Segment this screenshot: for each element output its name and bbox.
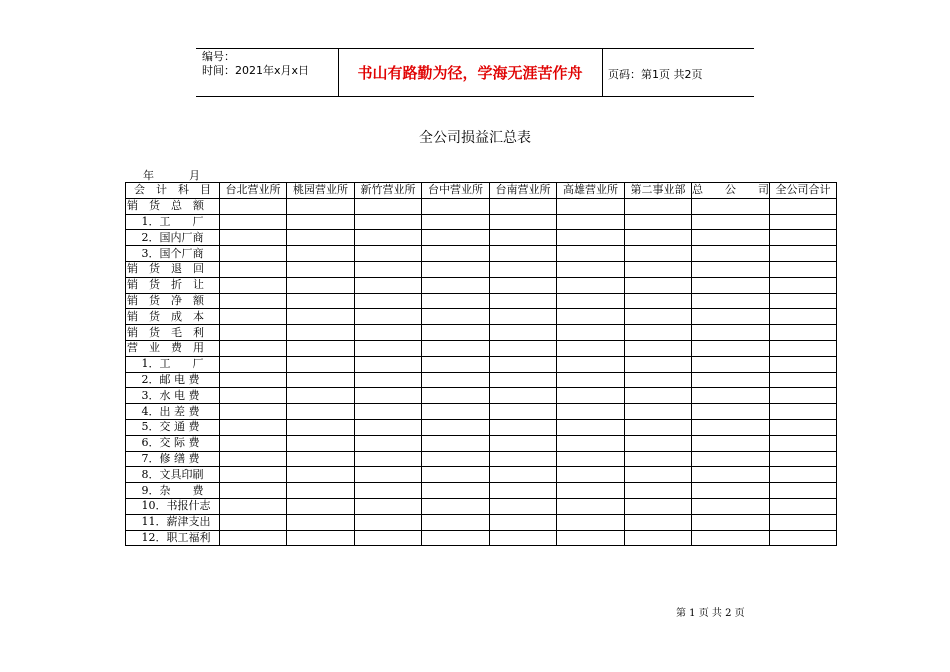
amount-cell [220,404,287,420]
amount-cell [625,514,692,530]
amount-cell [770,514,837,530]
account-label: 11．薪津支出 [126,514,220,530]
table-row [126,467,837,483]
amount-cell [625,530,692,546]
amount-cell [625,309,692,325]
amount-cell [490,498,557,514]
amount-cell [220,372,287,388]
amount-cell [770,214,837,230]
amount-cell [422,293,490,309]
table-row [126,230,837,246]
amount-cell [490,214,557,230]
amount-cell [422,483,490,499]
amount-cell [692,388,770,404]
amount-cell [355,530,422,546]
amount-cell [422,325,490,341]
amount-cell [355,372,422,388]
table-row [126,514,837,530]
amount-cell [770,261,837,277]
amount-cell [625,372,692,388]
amount-cell [625,230,692,246]
amount-cell [490,246,557,262]
amount-cell [490,451,557,467]
account-label: 销 货 总 额 [126,198,220,214]
account-label: 营 业 费 用 [126,340,220,356]
amount-cell [692,214,770,230]
amount-cell [220,214,287,230]
amount-cell [355,356,422,372]
amount-cell [770,530,837,546]
table-header-row [126,183,837,199]
amount-cell [490,514,557,530]
amount-cell [692,325,770,341]
amount-cell [625,419,692,435]
header-divider-right [602,48,603,96]
table-row [126,309,837,325]
month-label: 月 [189,169,200,182]
amount-cell [692,498,770,514]
amount-cell [490,435,557,451]
table-row [126,435,837,451]
amount-cell [287,261,355,277]
amount-cell [692,230,770,246]
amount-cell [557,435,625,451]
amount-cell [220,514,287,530]
amount-cell [355,261,422,277]
table-row [126,325,837,341]
amount-cell [355,277,422,293]
amount-cell [770,451,837,467]
amount-cell [625,483,692,499]
table-row [126,530,837,546]
amount-cell [490,404,557,420]
amount-cell [287,435,355,451]
amount-cell [692,246,770,262]
amount-cell [692,293,770,309]
amount-cell [355,198,422,214]
table-row [126,277,837,293]
amount-cell [422,198,490,214]
amount-cell [557,419,625,435]
amount-cell [490,388,557,404]
header-motto: 书山有路勤为径，学海无涯苦作舟 [357,63,583,82]
amount-cell [422,467,490,483]
amount-cell [422,388,490,404]
amount-cell [557,451,625,467]
amount-cell [557,230,625,246]
amount-cell [220,325,287,341]
table-row [126,372,837,388]
amount-cell [355,483,422,499]
column-header-hsinchu: 新竹营业所 [355,183,422,199]
amount-cell [422,261,490,277]
account-label: 7．修 缮 费 [126,451,220,467]
amount-cell [770,325,837,341]
table-row [126,246,837,262]
amount-cell [625,356,692,372]
amount-cell [490,356,557,372]
amount-cell [770,388,837,404]
amount-cell [287,372,355,388]
page-title: 全公司损益汇总表 [419,130,531,146]
amount-cell [557,261,625,277]
header-bottom-rule [196,96,754,97]
amount-cell [770,435,837,451]
amount-cell [557,483,625,499]
amount-cell [692,467,770,483]
column-header-taipei: 台北营业所 [220,183,287,199]
amount-cell [355,419,422,435]
amount-cell [625,498,692,514]
amount-cell [220,356,287,372]
account-label: 3．国个厂商 [126,246,220,262]
amount-cell [355,498,422,514]
amount-cell [287,498,355,514]
account-label: 销 货 成 本 [126,309,220,325]
amount-cell [490,467,557,483]
amount-cell [355,325,422,341]
amount-cell [625,198,692,214]
amount-cell [220,261,287,277]
amount-cell [770,483,837,499]
amount-cell [220,530,287,546]
amount-cell [625,340,692,356]
amount-cell [557,404,625,420]
amount-cell [355,230,422,246]
amount-cell [287,293,355,309]
amount-cell [287,388,355,404]
amount-cell [770,340,837,356]
amount-cell [692,309,770,325]
amount-cell [220,293,287,309]
amount-cell [422,340,490,356]
amount-cell [287,230,355,246]
amount-cell [220,467,287,483]
amount-cell [625,388,692,404]
amount-cell [490,277,557,293]
amount-cell [220,388,287,404]
amount-cell [692,261,770,277]
amount-cell [355,340,422,356]
year-month-line [143,167,200,183]
amount-cell [287,467,355,483]
amount-cell [557,293,625,309]
amount-cell [355,309,422,325]
amount-cell [692,419,770,435]
amount-cell [287,530,355,546]
account-label: 3．水 电 费 [126,388,220,404]
amount-cell [692,514,770,530]
amount-cell [490,261,557,277]
amount-cell [490,530,557,546]
table-body [126,198,837,546]
amount-cell [770,356,837,372]
amount-cell [422,498,490,514]
amount-cell [770,230,837,246]
amount-cell [625,467,692,483]
amount-cell [422,356,490,372]
amount-cell [355,467,422,483]
amount-cell [220,498,287,514]
amount-cell [287,277,355,293]
amount-cell [770,372,837,388]
amount-cell [287,419,355,435]
amount-cell [557,340,625,356]
amount-cell [557,246,625,262]
table-row [126,498,837,514]
amount-cell [625,404,692,420]
amount-cell [422,451,490,467]
amount-cell [422,277,490,293]
table-row [126,388,837,404]
amount-cell [557,467,625,483]
amount-cell [770,404,837,420]
amount-cell [692,483,770,499]
amount-cell [692,340,770,356]
amount-cell [557,498,625,514]
amount-cell [287,325,355,341]
amount-cell [355,435,422,451]
amount-cell [220,198,287,214]
table-row [126,293,837,309]
account-label: 8．文具印刷 [126,467,220,483]
account-label: 12．职工福利 [126,530,220,546]
amount-cell [692,356,770,372]
amount-cell [355,451,422,467]
table-row [126,214,837,230]
amount-cell [490,230,557,246]
column-header-headquarters: 总 公 司 [692,183,769,197]
amount-cell [625,435,692,451]
column-header-kaohsiung: 高雄营业所 [557,183,625,199]
amount-cell [422,404,490,420]
amount-cell [355,293,422,309]
amount-cell [770,293,837,309]
column-header-taoyuan: 桃园营业所 [287,183,355,199]
account-label: 5．交 通 费 [126,419,220,435]
amount-cell [422,419,490,435]
amount-cell [692,277,770,293]
amount-cell [490,325,557,341]
amount-cell [625,293,692,309]
amount-cell [287,309,355,325]
document-number-label: 编号： [202,50,235,63]
column-header-account: 会 计 科 目 [126,183,220,199]
account-label: 1．工 厂 [126,356,220,372]
amount-cell [220,277,287,293]
amount-cell [287,514,355,530]
amount-cell [557,530,625,546]
amount-cell [625,277,692,293]
amount-cell [490,309,557,325]
account-label: 销 货 净 额 [126,293,220,309]
amount-cell [355,214,422,230]
amount-cell [557,514,625,530]
account-label: 销 货 折 让 [126,277,220,293]
table-row [126,198,837,214]
page-footer: 第 1 页 共 2 页 [676,608,745,619]
amount-cell [220,246,287,262]
amount-cell [770,419,837,435]
account-label: 1．工 厂 [126,214,220,230]
amount-cell [422,372,490,388]
amount-cell [692,372,770,388]
amount-cell [422,214,490,230]
amount-cell [770,309,837,325]
amount-cell [557,356,625,372]
amount-cell [287,356,355,372]
amount-cell [287,451,355,467]
table-row [126,404,837,420]
amount-cell [557,198,625,214]
profit-loss-table [125,182,837,546]
table-row [126,261,837,277]
amount-cell [287,214,355,230]
amount-cell [625,246,692,262]
amount-cell [490,293,557,309]
amount-cell [422,435,490,451]
table-row [126,483,837,499]
amount-cell [287,340,355,356]
amount-cell [557,372,625,388]
account-label: 销 货 退 回 [126,261,220,277]
amount-cell [692,198,770,214]
amount-cell [625,261,692,277]
account-label: 6．交 际 费 [126,435,220,451]
amount-cell [692,404,770,420]
amount-cell [490,483,557,499]
amount-cell [287,246,355,262]
amount-cell [220,340,287,356]
table-row [126,419,837,435]
amount-cell [557,388,625,404]
amount-cell [355,514,422,530]
amount-cell [422,230,490,246]
amount-cell [770,467,837,483]
amount-cell [355,388,422,404]
amount-cell [692,530,770,546]
amount-cell [355,404,422,420]
amount-cell [287,404,355,420]
year-label: 年 [143,169,154,182]
header-page-info: 页码：第1页 共2页 [608,68,703,81]
amount-cell [557,309,625,325]
account-label: 9．杂 费 [126,483,220,499]
amount-cell [220,483,287,499]
account-label: 销 货 毛 利 [126,325,220,341]
amount-cell [625,451,692,467]
column-header-second-division: 第二事业部 [625,183,692,199]
amount-cell [490,419,557,435]
amount-cell [625,325,692,341]
amount-cell [625,214,692,230]
account-label: 10．书报什志 [126,498,220,514]
amount-cell [490,372,557,388]
amount-cell [557,277,625,293]
account-label: 2．国内厂商 [126,230,220,246]
amount-cell [355,246,422,262]
amount-cell [220,451,287,467]
amount-cell [220,309,287,325]
account-label: 2．邮 电 费 [126,372,220,388]
header-meta [202,50,309,78]
amount-cell [287,198,355,214]
document-date: 时间：2021年x月x日 [202,64,310,77]
amount-cell [770,198,837,214]
amount-cell [557,214,625,230]
table-row [126,356,837,372]
account-label: 4．出 差 费 [126,404,220,420]
column-header-taichung: 台中营业所 [422,183,490,199]
amount-cell [287,483,355,499]
table-row [126,451,837,467]
table-row [126,340,837,356]
amount-cell [422,530,490,546]
amount-cell [770,277,837,293]
amount-cell [422,309,490,325]
amount-cell [422,514,490,530]
amount-cell [490,198,557,214]
amount-cell [490,340,557,356]
amount-cell [422,246,490,262]
amount-cell [692,435,770,451]
column-header-tainan: 台南营业所 [490,183,557,199]
amount-cell [220,419,287,435]
amount-cell [220,435,287,451]
amount-cell [770,498,837,514]
column-header-company-total: 全公司合计 [770,183,837,199]
amount-cell [770,246,837,262]
amount-cell [557,325,625,341]
amount-cell [692,451,770,467]
amount-cell [220,230,287,246]
